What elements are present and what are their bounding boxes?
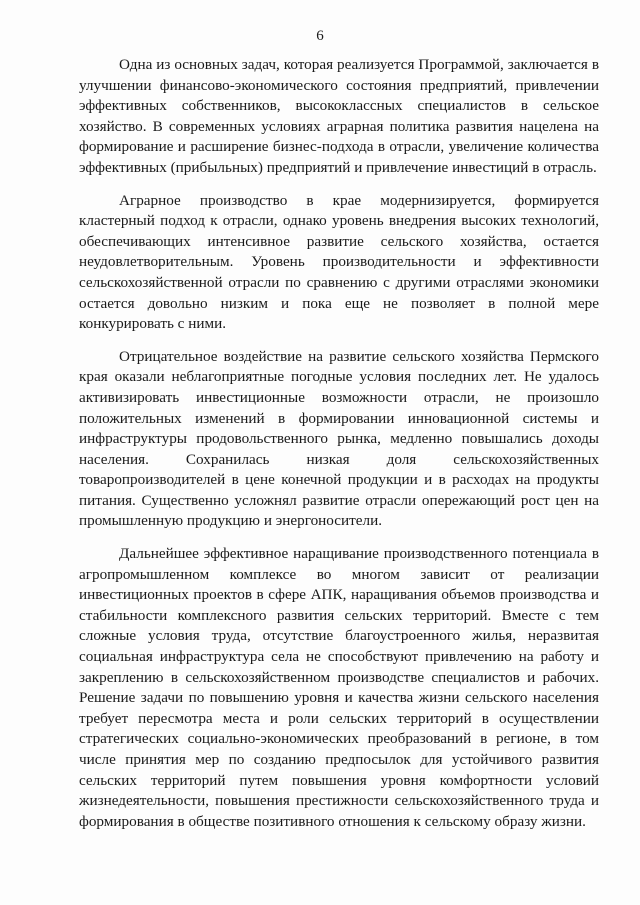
paragraph-3: Отрицательное воздействие на развитие сельского хозяйства Пермского края оказали неблагоприятные погодные условия последних лет. Не удалось активизировать инвестиционные возможности отрасли, не произошло положительных изменений в формировании инновационной системы и инфраструктуры продовольственного рынка, медленно повышались доходы населения. Сохранилась низкая доля сельскохозяйственных товаропроизводителей в цене конечной продукции и в расходах на продукты питания. Существенно усложнял развитие отрасли опережающий рост цен на промышленную продукцию и энергоносители. [79, 347, 599, 530]
paragraph-1: Одна из основных задач, которая реализуется Программой, заключается в улучшении финансово-экономического состояния предприятий, привлечении эффективных собственников, высококлассных специалистов в сельское хозяйство. В современных условиях аграрная политика развития нацелена на формирование и расширение бизнес-подхода в отрасли, увеличение количества эффективных (прибыльных) предприятий и привлечение инвестиций в отрасль. [79, 56, 599, 176]
paragraph-4: Дальнейшее эффективное наращивание производственного потенциала в агропромышленном комплексе во многом зависит от реализации инвестиционных проектов в сфере АПК, наращивания объемов производства и стабильности комплексного развития сельских территорий. Вместе с тем сложные условия труда, отсутствие благоустроенного жилья, неразвитая социальная инфраструктура села не способствуют привлечению на работу и закреплению в сельскохозяйственном производстве специалистов и рабочих. Решение задачи по повышению уровня и качества жизни сельского населения требует пересмотра места и роли сельских территорий в осуществлении стратегических социально-экономических преобразований в регионе, в том числе принятия мер по созданию предпосылок для устойчивого развития сельских территорий путем повышения уровня комфортности условий жизнедеятельности, повышения престижности сельскохозяйственного труда и формирования в обществе позитивного отношения к сельскому образу жизни. [79, 545, 599, 830]
page-number: 6 [316, 28, 324, 44]
paragraph-2: Аграрное производство в крае модернизируется, формируется кластерный подход к отрасли, однако уровень внедрения высоких технологий, обеспечивающих интенсивное развитие сельского хозяйства, остается неудовлетворительным. Уровень производительности и эффективности сельскохозяйственной отрасли по сравнению с другими отраслями экономики остается довольно низким и пока еще не позволяет в полной мере конкурировать с ними. [79, 191, 599, 333]
document-body [79, 55, 599, 844]
